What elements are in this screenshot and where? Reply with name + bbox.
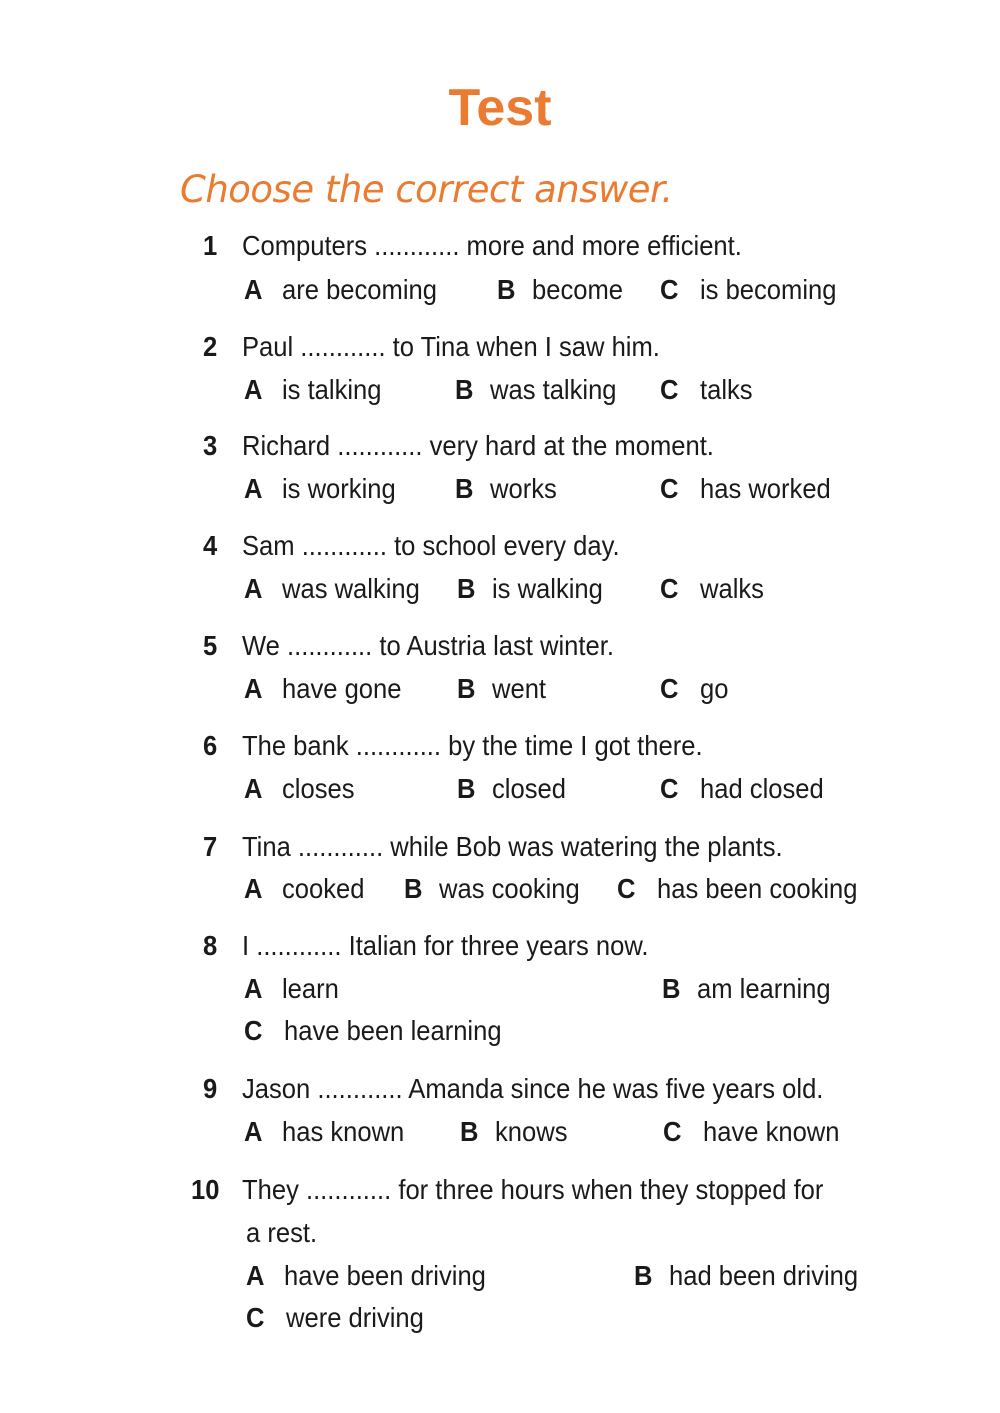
option-text[interactable]: closes [282, 773, 355, 804]
option-letter-b[interactable]: B [455, 473, 474, 504]
page-title: Test [448, 79, 552, 137]
option-text[interactable]: was walking [282, 573, 420, 604]
option-text[interactable]: are becoming [282, 274, 437, 305]
option-letter-c[interactable]: C [663, 1116, 682, 1147]
option-text[interactable]: has known [282, 1116, 405, 1147]
option-letter-b[interactable]: B [457, 773, 476, 804]
option-letter-a[interactable]: A [244, 473, 263, 504]
question-text: I ............ Italian for three years now. [242, 930, 649, 961]
option-letter-a[interactable]: A [244, 374, 263, 405]
option-text[interactable]: knows [495, 1116, 568, 1147]
option-text[interactable]: had closed [700, 773, 824, 804]
question-text: Richard ............ very hard at the moment. [242, 430, 714, 461]
option-letter-a[interactable]: A [244, 274, 263, 305]
option-text[interactable]: had been driving [669, 1260, 859, 1291]
option-text[interactable]: go [700, 673, 729, 704]
question-number: 9 [203, 1073, 218, 1104]
option-text[interactable]: become [532, 274, 623, 305]
option-text[interactable]: cooked [282, 873, 365, 904]
question-number: 1 [203, 230, 218, 261]
question-number: 10 [191, 1174, 220, 1205]
option-text[interactable]: was talking [490, 374, 617, 405]
option-text[interactable]: went [492, 673, 547, 704]
option-text[interactable]: learn [282, 973, 339, 1004]
option-letter-b[interactable]: B [457, 573, 476, 604]
option-letter-c[interactable]: C [617, 873, 636, 904]
question-number: 6 [203, 730, 218, 761]
option-letter-c[interactable]: C [660, 374, 679, 405]
option-text[interactable]: walks [700, 573, 764, 604]
option-text[interactable]: closed [492, 773, 566, 804]
option-text[interactable]: has been cooking [657, 873, 858, 904]
question-text: Computers ............ more and more efficient. [242, 230, 742, 261]
question-number: 5 [203, 630, 218, 661]
option-letter-a[interactable]: A [244, 973, 263, 1004]
option-letter-b[interactable]: B [634, 1260, 653, 1291]
option-text[interactable]: have been learning [284, 1015, 502, 1046]
option-text[interactable]: is becoming [700, 274, 837, 305]
instruction: Choose the correct answer. [180, 168, 673, 211]
option-text[interactable]: talks [700, 374, 753, 405]
option-text[interactable]: is working [282, 473, 396, 504]
option-letter-c[interactable]: C [244, 1015, 263, 1046]
option-text[interactable]: were driving [286, 1302, 424, 1333]
question-number: 4 [203, 530, 218, 561]
question-text: We ............ to Austria last winter. [242, 630, 614, 661]
option-text[interactable]: am learning [697, 973, 831, 1004]
option-text[interactable]: have been driving [284, 1260, 486, 1291]
question-number: 7 [203, 831, 218, 862]
question-text: Sam ............ to school every day. [242, 530, 620, 561]
question-number: 3 [203, 430, 218, 461]
option-letter-a[interactable]: A [244, 673, 263, 704]
option-letter-c[interactable]: C [660, 274, 679, 305]
option-letter-b[interactable]: B [455, 374, 474, 405]
option-text[interactable]: was cooking [439, 873, 580, 904]
question-text: Tina ............ while Bob was watering the plants. [242, 831, 783, 862]
question-text: Jason ............ Amanda since he was five years old. [242, 1073, 824, 1104]
option-letter-a[interactable]: A [244, 873, 263, 904]
option-letter-c[interactable]: C [660, 673, 679, 704]
question-text: The bank ............ by the time I got there. [242, 730, 703, 761]
option-letter-b[interactable]: B [662, 973, 681, 1004]
option-text[interactable]: have known [703, 1116, 840, 1147]
option-letter-b[interactable]: B [404, 873, 423, 904]
question-number: 2 [203, 331, 218, 362]
option-letter-b[interactable]: B [497, 274, 516, 305]
option-letter-c[interactable]: C [246, 1302, 265, 1333]
option-letter-a[interactable]: A [246, 1260, 265, 1291]
question-text: They ............ for three hours when they stopped for [242, 1174, 824, 1205]
question-text: Paul ............ to Tina when I saw him. [242, 331, 660, 362]
option-letter-a[interactable]: A [244, 1116, 263, 1147]
option-text[interactable]: have gone [282, 673, 402, 704]
option-letter-b[interactable]: B [460, 1116, 479, 1147]
option-letter-c[interactable]: C [660, 773, 679, 804]
option-text[interactable]: has worked [700, 473, 831, 504]
option-text[interactable]: works [490, 473, 557, 504]
option-text[interactable]: is talking [282, 374, 382, 405]
option-letter-a[interactable]: A [244, 573, 263, 604]
option-letter-a[interactable]: A [244, 773, 263, 804]
option-text[interactable]: is walking [492, 573, 603, 604]
option-letter-c[interactable]: C [660, 473, 679, 504]
question-text-line2: a rest. [246, 1217, 318, 1248]
option-letter-b[interactable]: B [457, 673, 476, 704]
question-number: 8 [203, 930, 218, 961]
option-letter-c[interactable]: C [660, 573, 679, 604]
